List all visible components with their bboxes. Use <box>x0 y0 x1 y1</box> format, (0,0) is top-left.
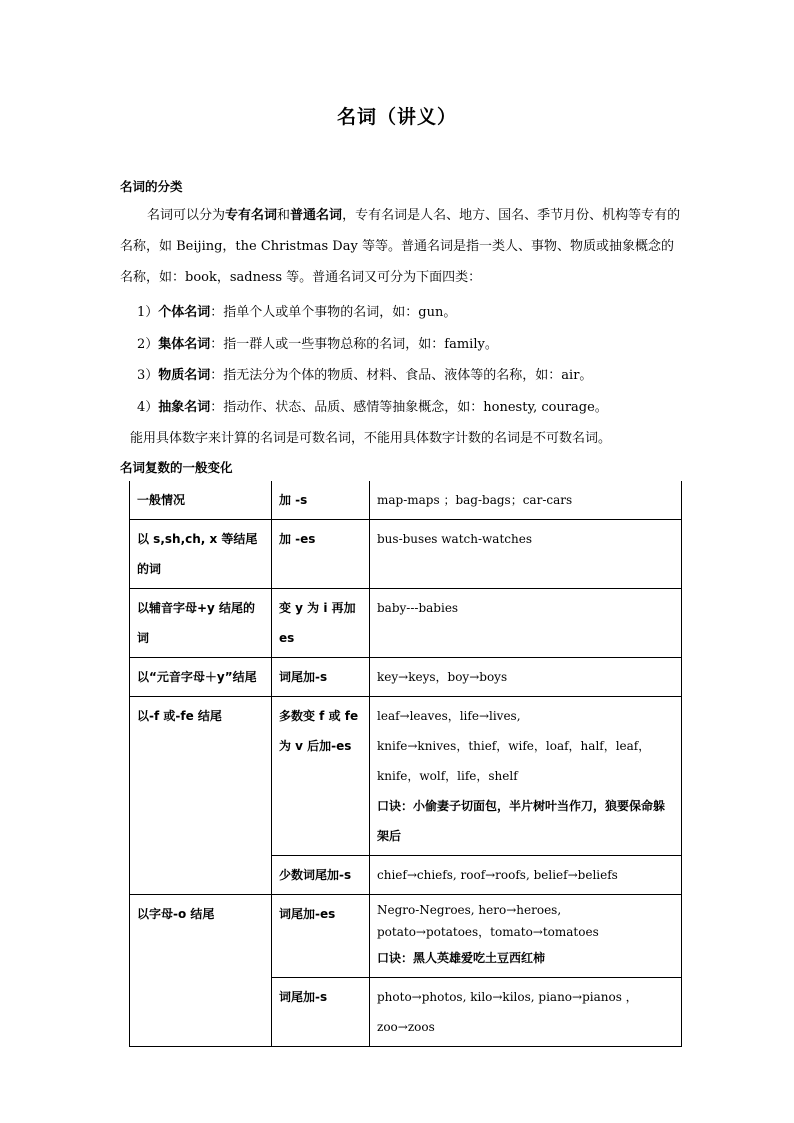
page-title: 名词（讲义） <box>336 106 457 128</box>
table-cell-rule: 加 -es <box>272 520 370 589</box>
table-row <box>130 589 682 658</box>
table-cell-rule: 词尾加-s <box>272 658 370 697</box>
table-cell-rule: 词尾加-es <box>272 895 370 978</box>
table-cell-case: 一般情况 <box>130 481 272 520</box>
table-cell-case: 以辅音字母+y 结尾的词 <box>130 589 272 658</box>
list-item <box>137 301 456 320</box>
section-heading-classification: 名词的分类 <box>120 179 183 194</box>
table-cell-example: map-maps ；bag-bags；car-cars <box>370 481 682 520</box>
term-common-noun: 普通名词 <box>290 208 343 223</box>
countable-note: 能用具体数字来计算的名词是可数名词，不能用具体数字计数的名词是不可数名词。 <box>130 431 612 446</box>
table-cell-case: 以字母-o 结尾 <box>130 895 272 1047</box>
intro-text-a: 名词可以分为 <box>147 208 226 223</box>
list-item <box>137 333 498 352</box>
table-row <box>130 481 682 520</box>
table-cell-rule: 加 -s <box>272 481 370 520</box>
table-cell-example: bus-buses watch-watches <box>370 520 682 589</box>
plural-rules-table <box>129 481 682 1047</box>
table-row <box>130 520 682 589</box>
list-item-label: 个体名词 <box>158 305 211 320</box>
table-cell-case: 以“元音字母＋y”结尾 <box>130 658 272 697</box>
list-item-number: 1） <box>137 305 159 320</box>
table-cell-case: 以-f 或-fe 结尾 <box>130 697 272 895</box>
table-cell-example <box>370 895 682 978</box>
table-row <box>130 658 682 697</box>
table-cell-example: key→keys，boy→boys <box>370 658 682 697</box>
list-item-number: 4） <box>137 400 159 415</box>
table-cell-example: photo→photos, kilo→kilos, piano→pianos ，zoo→zoos <box>370 978 682 1047</box>
example-line: Negro-Negroes, hero→heroes, potato→potatoes，tomato→tomatoes <box>377 903 599 939</box>
term-proper-noun: 专有名词 <box>225 208 278 223</box>
mnemonic-rhyme: 口诀：小偷妻子切面包，半片树叶当作刀，狼要保命躲架后 <box>377 799 666 843</box>
list-item-label: 物质名词 <box>158 368 211 383</box>
list-item-text: ：指一群人或一些事物总称的名词，如：family。 <box>210 337 498 352</box>
table-cell-example: chief→chiefs, roof→roofs, belief→beliefs <box>370 856 682 895</box>
table-cell-example <box>370 697 682 856</box>
table-cell-example: baby---babies <box>370 589 682 658</box>
example-line: knife→knives，thief，wife，loaf，half，leaf，knife，wolf，life，shelf <box>377 739 651 783</box>
mnemonic-rhyme: 口诀：黑人英雄爱吃土豆西红柿 <box>377 951 546 965</box>
list-item-number: 3） <box>137 368 159 383</box>
table-cell-rule: 变 y 为 i 再加 es <box>272 589 370 658</box>
intro-paragraph <box>120 200 685 293</box>
list-item-number: 2） <box>137 337 159 352</box>
list-item-label: 集体名词 <box>158 337 211 352</box>
table-cell-rule: 多数变 f 或 fe 为 v 后加-es <box>272 697 370 856</box>
intro-and: 和 <box>277 208 291 223</box>
section-heading-plural: 名词复数的一般变化 <box>120 460 233 475</box>
table-cell-rule: 少数词尾加-s <box>272 856 370 895</box>
list-item <box>137 364 592 383</box>
list-item-text: ：指动作、状态、品质、感情等抽象概念，如：honesty, courage。 <box>210 400 608 415</box>
table-cell-case: 以 s,sh,ch, x 等结尾的词 <box>130 520 272 589</box>
list-item-label: 抽象名词 <box>158 400 211 415</box>
table-row <box>130 895 682 978</box>
list-item-text: ：指单个人或单个事物的名词，如：gun。 <box>210 305 457 320</box>
table-cell-rule: 词尾加-s <box>272 978 370 1047</box>
list-item <box>137 396 608 415</box>
table-row <box>130 697 682 856</box>
example-line: leaf→leaves，life→lives, <box>377 709 521 723</box>
list-item-text: ：指无法分为个体的物质、材料、食品、液体等的名称，如：air。 <box>210 368 593 383</box>
intro-text-c: ，专有名词是人名、地方、国名、季节月份、机构等专有的名称，如 Beijing，the Christmas Day 等等。普通名词是指一类人、事物、物质或抽象概念的名称，如：book，sadness 等。普通名词又可分为下面四类： <box>120 208 681 285</box>
